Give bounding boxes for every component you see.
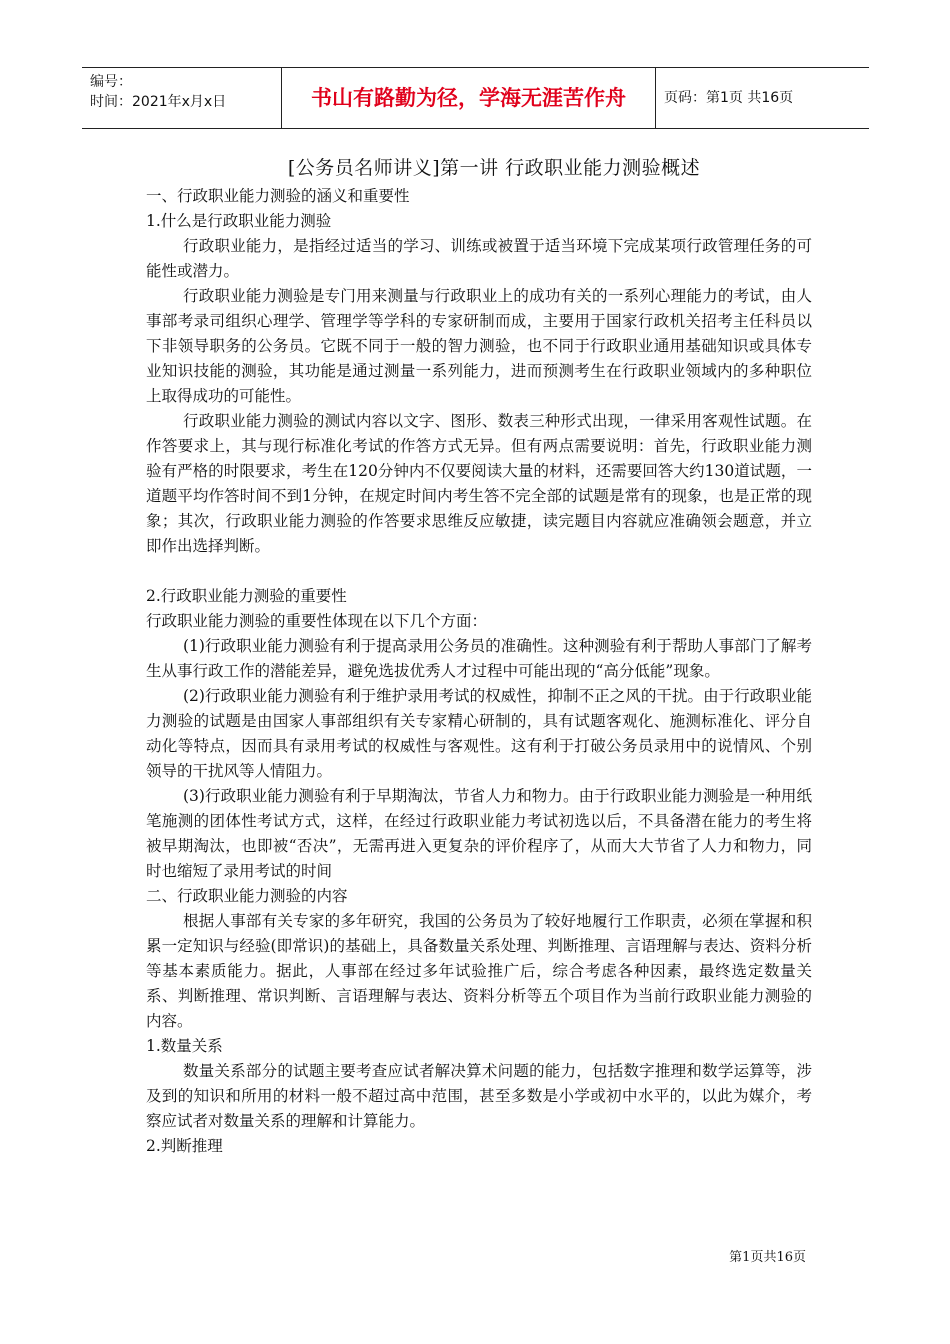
page-header: [82, 67, 869, 129]
paragraph: 根据人事部有关专家的多年研究，我国的公务员为了较好地履行工作职责，必须在掌握和积累一定知识与经验(即常识)的基础上，具备数量关系处理、判断推理、言语理解与表达、资料分析等基本素质能力。据此，人事部在经过多年试验推广后，综合考虑各种因素，最终选定数量关系、判断推理、常识判断、言语理解与表达、资料分析等五个项目作为当前行政职业能力测验的内容。: [146, 912, 812, 1030]
subsection-heading: 2.行政职业能力测验的重要性: [146, 587, 347, 605]
paragraph: 行政职业能力，是指经过适当的学习、训练或被置于适当环境下完成某项行政管理任务的可能性或潜力。: [146, 237, 812, 280]
section-heading: 二、行政职业能力测验的内容: [146, 887, 348, 905]
paragraph: 数量关系部分的试题主要考查应试者解决算术问题的能力，包括数字推理和数学运算等，涉及到的知识和所用的材料一般不超过高中范围，甚至多数是小学或初中水平的，以此为媒介，考察应试者对数量关系的理解和计算能力。: [146, 1062, 812, 1130]
subsection-heading: 1.什么是行政职业能力测验: [146, 212, 332, 230]
subsection-heading: 1.数量关系: [146, 1037, 223, 1055]
header-motto: 书山有路勤为径，学海无涯苦作舟: [311, 86, 626, 110]
subsection-heading: 2.判断推理: [146, 1137, 223, 1155]
document-title: [公务员名师讲义]第一讲 行政职业能力测验概述: [287, 157, 701, 179]
paragraph: 行政职业能力测验是专门用来测量与行政职业上的成功有关的一系列心理能力的考试，由人事部考录司组织心理学、管理学等学科的专家研制而成，主要用于国家行政机关招考主任科员以下非领导职务的公务员。它既不同于一般的智力测验，也不同于行政职业通用基础知识或具体专业知识技能的测验，其功能是通过测量一系列能力，进而预测考生在行政职业领域内的多种职位上取得成功的可能性。: [146, 287, 812, 405]
page-footer: 第1页共16页: [729, 1250, 806, 1265]
paragraph: (1)行政职业能力测验有利于提高录用公务员的准确性。这种测验有利于帮助人事部门了解考生从事行政工作的潜能差异，避免选拔优秀人才过程中可能出现的“高分低能”现象。: [146, 637, 812, 680]
paragraph: (3)行政职业能力测验有利于早期淘汰，节省人力和物力。由于行政职业能力测验是一种用纸笔施测的团体性考试方式，这样，在经过行政职业能力考试初选以后，不具备潜在能力的考生将被早期淘汰，也即被“否决”，无需再进入更复杂的评价程序了，从而大大节省了人力和物力，同时也缩短了录用考试的时间: [146, 787, 812, 880]
time-label: 时间：2021年x月x日: [90, 94, 227, 110]
header-meta: [90, 72, 226, 112]
number-label: 编号：: [90, 74, 132, 90]
blank-line: [146, 559, 812, 584]
paragraph: 行政职业能力测验的测试内容以文字、图形、数表三种形式出现，一律采用客观性试题。在作答要求上，其与现行标准化考试的作答方式无异。但有两点需要说明：首先，行政职业能力测验有严格的时限要求，考生在120分钟内不仅要阅读大量的材料，还需要回答大约130道试题，一道题平均作答时间不到1分钟，在规定时间内考生答不完全部的试题是常有的现象，也是正常的现象；其次，行政职业能力测验的作答要求思维反应敏捷，读完题目内容就应准确领会题意，并立即作出选择判断。: [146, 412, 812, 555]
paragraph: (2)行政职业能力测验有利于维护录用考试的权威性，抑制不正之风的干扰。由于行政职业能力测验的试题是由国家人事部组织有关专家精心研制的，具有试题客观化、施测标准化、评分自动化等特点，因而具有录用考试的权威性与客观性。这有利于打破公务员录用中的说情风、个别领导的干扰风等人情阻力。: [146, 687, 812, 780]
header-page-label: 页码：第1页 共16页: [664, 90, 794, 106]
document-body: [146, 152, 812, 1159]
header-divider: [655, 68, 656, 128]
section-heading: 一、行政职业能力测验的涵义和重要性: [146, 187, 410, 205]
paragraph: 行政职业能力测验的重要性体现在以下几个方面：: [146, 612, 488, 630]
